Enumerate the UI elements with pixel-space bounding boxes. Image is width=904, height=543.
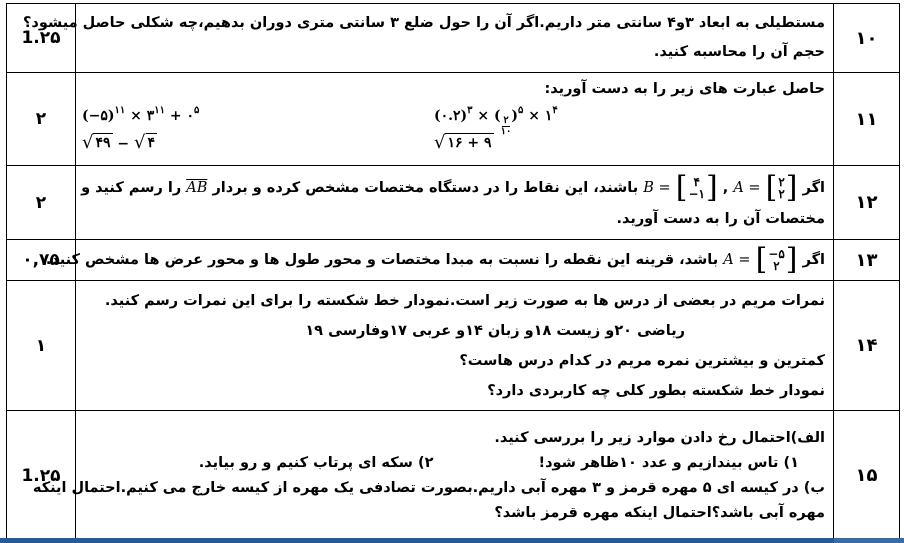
- square-root: √ ۴: [134, 132, 156, 153]
- question-line: الف)احتمال رخ دادن موارد زیر را بررسی کنید.: [494, 429, 825, 446]
- question-line: ب) در کیسه ای ۵ مهره قرمز و ۳ مهره آبی داریم.بصورت تصادفی یک مهره از کیسه خارج می کنیم.احتمال اینکه: [32, 479, 825, 496]
- question-number-cell: [834, 73, 900, 166]
- score-value: ۰,۷۵: [22, 250, 60, 270]
- question-line: مستطیلی به ابعاد ۳و۴ سانتی متر داریم.اگر آن را حول ضلع ۳ سانتی متری دوران بدهیم،چه شکلی حاصل میشود؟: [23, 15, 825, 31]
- question-number: ۱۵: [855, 465, 878, 486]
- score-value: 1.۲۵: [21, 465, 61, 486]
- square-root: √ ۱۶ + ۹: [434, 132, 492, 153]
- grades-line: ریاضی ۲۰و زیست ۱۸و زبان ۱۴و عربی ۱۷وفارسی ۱۹: [305, 322, 685, 339]
- question-line: حاصل عبارت های زیر را به دست آورید:: [544, 81, 825, 97]
- expression-left-1: (−۵)$^{۱۱}$ × $۳^{۱۱}$ + $۰^۵$: [82, 105, 200, 124]
- fraction: $\frac{۲}{۱۰}$: [500, 115, 512, 137]
- question-row-14: [7, 281, 900, 411]
- question-line: مختصات آن را به دست آورید.: [616, 211, 825, 227]
- bottom-border-bar: [0, 538, 904, 543]
- question-number-cell: [834, 411, 900, 541]
- sub-item-line: ۱) تاس بیندازیم و عدد ۱۰ظاهر شود! ۲) سکه ای پرتاب کنیم و رو بیاید.: [198, 454, 799, 471]
- score-value: 1.۲۵: [21, 28, 61, 48]
- question-text-cell: [45, 240, 834, 281]
- vector-a: A = [ −۵ ۲ ]: [723, 242, 798, 277]
- score-value: ۲: [35, 109, 47, 129]
- question-line: کمترین و بیشترین نمره مریم در کدام درس هاست؟: [459, 352, 825, 369]
- exam-questions-table: [6, 3, 900, 541]
- vector-ab-label: AB: [186, 180, 208, 196]
- score-value: ۲: [35, 192, 47, 213]
- score-value: ۱: [35, 335, 47, 356]
- square-root: √ ۴۹: [82, 132, 111, 153]
- question-row-11: [7, 73, 900, 166]
- question-number: ۱۴: [855, 335, 878, 356]
- vector-b: B = [ ۴ −۱ ]: [643, 170, 718, 205]
- question-line: اگر A = [ ۲ ۲ ] , B = [ ۴ −۱ ] باشند، این نقاط را در دستگاه مختصات مشخص کرده و بردار AB را رسم کنید و: [81, 170, 825, 205]
- expression-left-2: √ ۴۹ − √ ۴: [82, 132, 156, 153]
- question-row-12: [7, 166, 900, 240]
- score-cell: [7, 166, 76, 240]
- bottom-border-bar-tail: [834, 538, 904, 543]
- question-number: ۱۳: [855, 249, 878, 271]
- question-row-10: [7, 4, 900, 73]
- expression-right-1: (۰.۲)$^۳$ × ( $\frac{۲}{۱۰}$ )$^۵ \times ۱^۴$: [434, 105, 558, 137]
- question-line: نمودار خط شکسته بطور کلی چه کاربردی دارد؟: [487, 382, 825, 399]
- expressions-area: [82, 104, 825, 162]
- question-line: حجم آن را محاسبه کنید.: [653, 44, 825, 60]
- question-number: ۱۰: [855, 27, 878, 49]
- question-number-cell: [834, 166, 900, 240]
- question-text-cell: [76, 73, 834, 166]
- question-row-15: [7, 411, 900, 541]
- question-line: نمرات مریم در بعضی از درس ها به صورت زیر است.نمودار خط شکسته را برای این نمرات رسم کنید.: [104, 292, 825, 309]
- question-number-cell: [834, 240, 900, 281]
- expression-right-2: [434, 132, 494, 156]
- question-number-cell: [834, 281, 900, 411]
- score-cell: [7, 281, 76, 411]
- question-number-cell: [834, 4, 900, 73]
- question-line: مهره آبی باشد؟احتمال اینکه مهره قرمز باشد؟: [494, 504, 825, 521]
- question-number: ۱۲: [855, 192, 878, 213]
- vector-a: A = [ ۲ ۲ ]: [733, 170, 798, 205]
- score-cell: [7, 73, 76, 166]
- question-row-13: [7, 240, 900, 281]
- question-text-cell: [76, 166, 834, 240]
- question-text-cell: [76, 281, 834, 411]
- question-line: اگر A = [ −۵ ۲ ] باشد، قرینه این نقطه را نسبت به مبدا مختصات و محور طول ها و محور عرض ها مشخص کنید.: [45, 242, 825, 277]
- question-number: ۱۱: [855, 108, 878, 130]
